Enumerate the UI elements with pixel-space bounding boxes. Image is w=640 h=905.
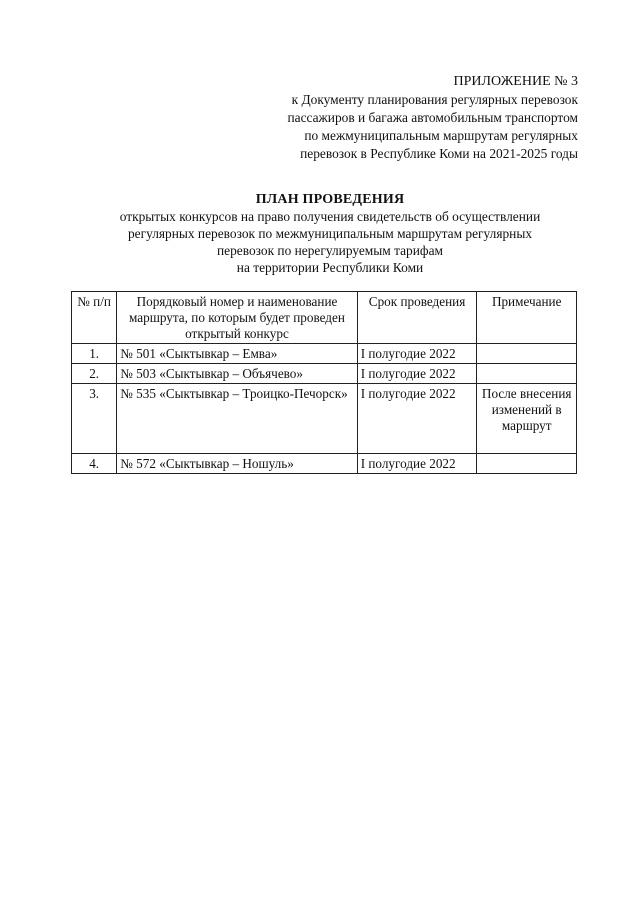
row-num: 1. (72, 344, 117, 364)
row-num: 3. (72, 384, 117, 454)
table-row (72, 384, 577, 454)
row-num: 4. (72, 454, 117, 474)
plan-subtitle-line: на территории Республики Коми (236, 260, 424, 275)
table-row (72, 454, 577, 474)
row-term: I полугодие 2022 (357, 384, 477, 454)
header-term: Срок проведения (357, 292, 477, 344)
header-route: Порядковый номер и наименование маршрута, по которым будет проведен открытый конкурс (117, 292, 357, 344)
plan-table (71, 291, 577, 474)
header-num: № п/п (72, 292, 117, 344)
row-route: № 535 «Сыктывкар – Троицко-Печорск» (117, 384, 357, 454)
row-route: № 501 «Сыктывкар – Емва» (117, 344, 357, 364)
row-term: I полугодие 2022 (357, 344, 477, 364)
plan-subtitle-line: перевозок по нерегулируемым тарифам (216, 243, 444, 258)
appendix-line: к Документу планирования регулярных перевозок (291, 92, 578, 107)
plan-heading: ПЛАН ПРОВЕДЕНИЯ (255, 192, 405, 207)
table-row (72, 344, 577, 364)
appendix-line: по межмуниципальным маршрутам регулярных (304, 128, 578, 143)
row-route: № 503 «Сыктывкар – Объячево» (117, 364, 357, 384)
table-header-row (72, 292, 577, 344)
row-term: I полугодие 2022 (357, 454, 477, 474)
plan-subtitle-line: открытых конкурсов на право получения свидетельств об осуществлении (119, 209, 541, 224)
appendix-title: ПРИЛОЖЕНИЕ № 3 (453, 74, 578, 89)
plan-subtitle-line: регулярных перевозок по межмуниципальным маршрутам регулярных (127, 226, 533, 241)
row-note (477, 454, 577, 474)
plan-title-block (40, 191, 620, 276)
header-note: Примечание (477, 292, 577, 344)
appendix-block (178, 73, 578, 163)
appendix-line: пассажиров и багажа автомобильным транспортом (287, 110, 578, 125)
appendix-line: перевозок в Республике Коми на 2021-2025 годы (300, 146, 578, 161)
table-row (72, 364, 577, 384)
row-note (477, 364, 577, 384)
row-note: После внесения изменений в маршрут (477, 384, 577, 454)
row-route: № 572 «Сыктывкар – Ношуль» (117, 454, 357, 474)
row-num: 2. (72, 364, 117, 384)
row-term: I полугодие 2022 (357, 364, 477, 384)
row-note (477, 344, 577, 364)
